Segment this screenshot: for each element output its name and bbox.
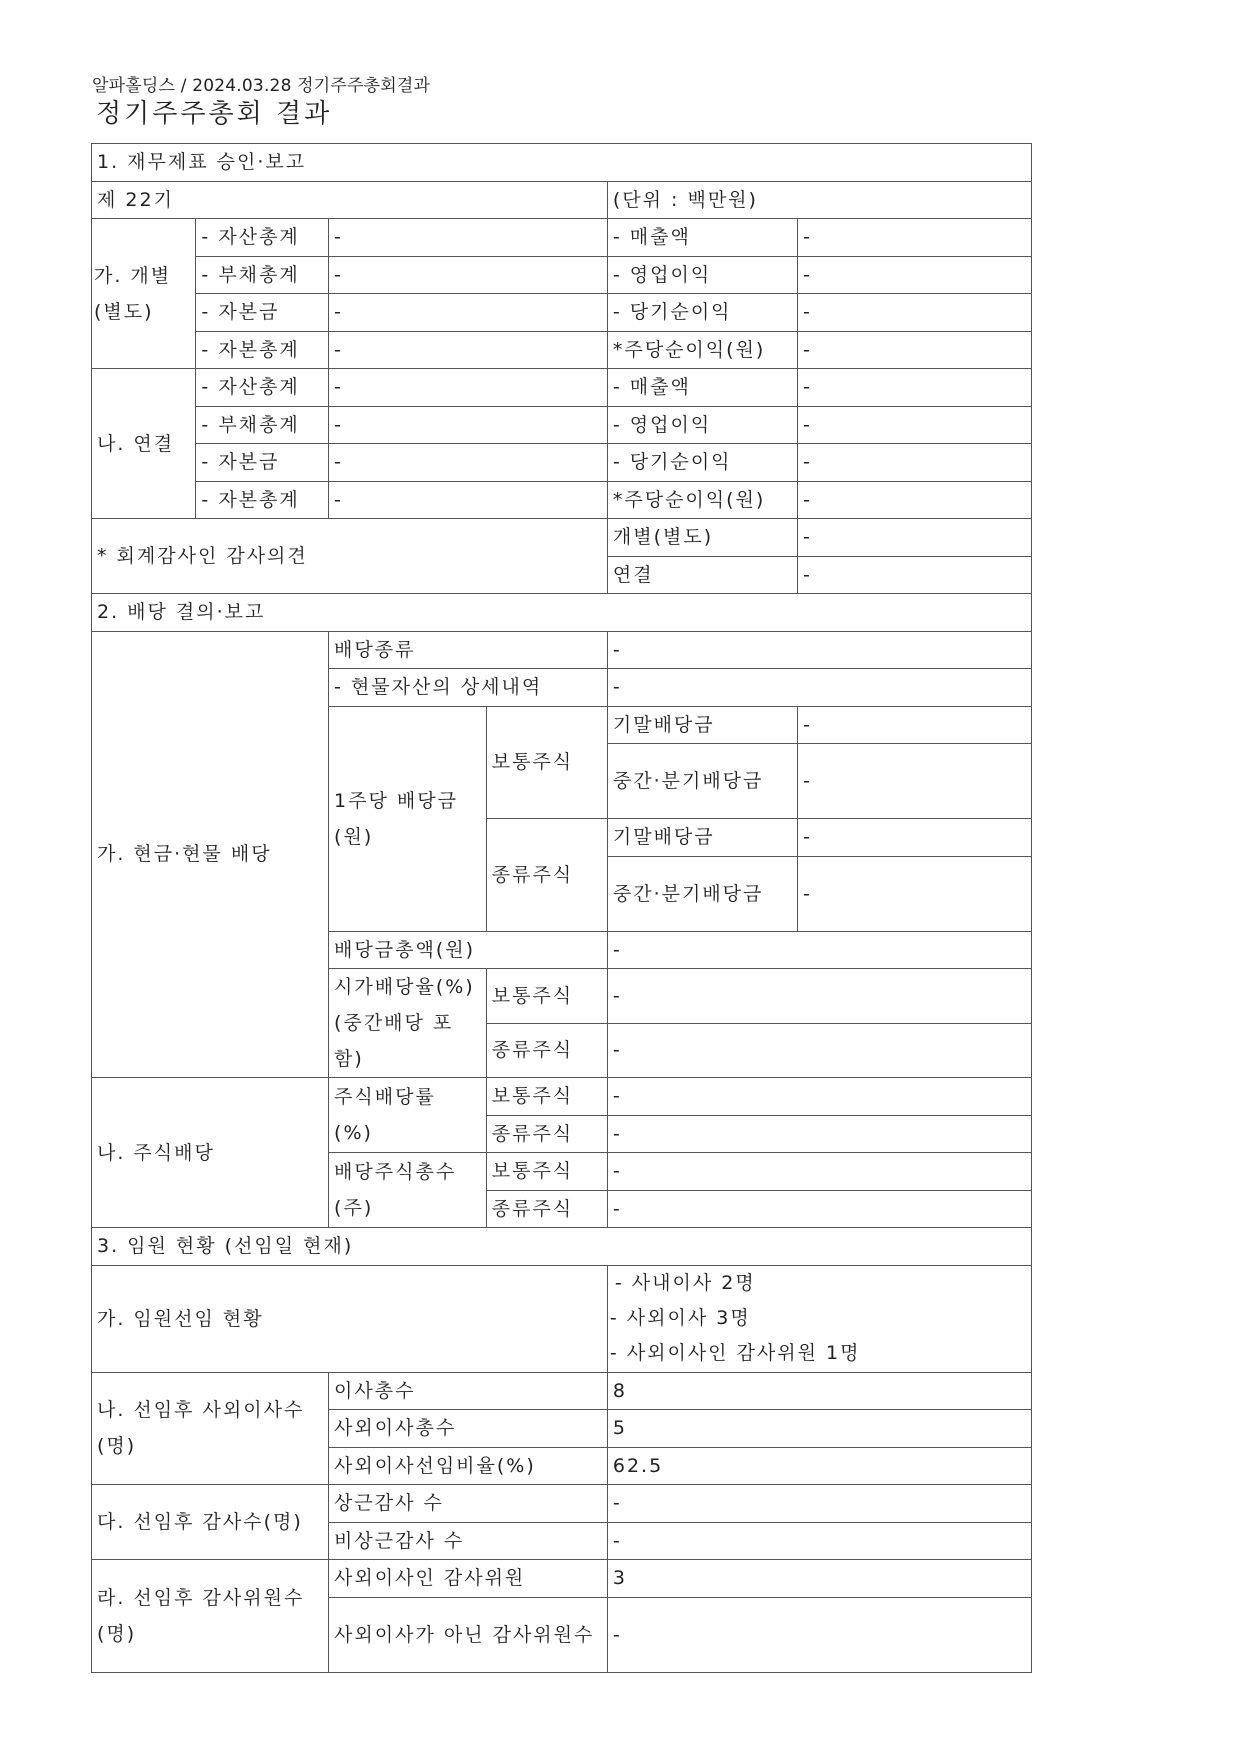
appointment-list (607, 1265, 1031, 1372)
is-value: - (797, 294, 1031, 332)
preferred-share-label: 종류주식 (486, 819, 607, 932)
stock-total-label: 배당주식총수(주) (329, 1153, 487, 1228)
section-heading-officers: 3. 임원 현황 (선임일 현재) (92, 1228, 1032, 1266)
committee-outside-label: 사외이사인 감사위원 (329, 1560, 608, 1598)
is-label: - 당기순이익 (607, 294, 797, 332)
committee-outside-value: 3 (607, 1560, 1031, 1598)
is-value: - (797, 219, 1031, 257)
bs-label: - 자본총계 (196, 331, 329, 369)
page-title: 정기주주총회 결과 (96, 99, 333, 129)
audit-sep-label: 개별(별도) (607, 519, 797, 557)
is-value: - (797, 256, 1031, 294)
preferred-share-label: 종류주식 (486, 1190, 607, 1228)
bs-value: - (329, 481, 608, 519)
appointment-line: - 사외이사인 감사위원 1명 (609, 1342, 861, 1364)
bs-label: - 자본금 (196, 444, 329, 482)
year-end-value: - (797, 819, 1031, 857)
is-value: - (797, 481, 1031, 519)
is-label: *주당순이익(원) (607, 331, 797, 369)
is-value: - (797, 369, 1031, 407)
yield-label: 시가배당율(%)(중간배당 포함) (329, 969, 487, 1078)
cash-dividend-label: 가. 현금·현물 배당 (92, 631, 329, 1078)
total-directors-value: 8 (607, 1372, 1031, 1410)
preferred-share-label: 종류주식 (486, 1115, 607, 1153)
stock-dividend-label: 나. 주식배당 (92, 1078, 329, 1228)
bs-value: - (329, 219, 608, 257)
total-dividend-value: - (607, 931, 1031, 969)
interim-label: 중간·분기배당금 (607, 744, 797, 819)
bs-value: - (329, 444, 608, 482)
outside-ratio-value: 62.5 (607, 1447, 1031, 1485)
bs-value: - (329, 369, 608, 407)
bs-value: - (329, 406, 608, 444)
common-share-label: 보통주식 (486, 706, 607, 819)
breadcrumb: 알파홀딩스 / 2024.03.28 정기주주총회결과 (92, 76, 431, 96)
is-label: - 당기순이익 (607, 444, 797, 482)
outside-director-label: 나. 선임후 사외이사수(명) (92, 1372, 329, 1485)
inkind-detail-value: - (607, 669, 1031, 707)
appointment-line: - 사외이사 3명 (609, 1307, 751, 1329)
interim-value: - (797, 744, 1031, 819)
bs-value: - (329, 294, 608, 332)
is-value: - (797, 444, 1031, 482)
section-heading-financials: 1. 재무제표 승인·보고 (92, 144, 1032, 182)
auditor-count-label: 다. 선임후 감사수(명) (92, 1485, 329, 1560)
stock-rate-common-value: - (607, 1078, 1031, 1116)
bs-label: - 자산총계 (196, 369, 329, 407)
fiscal-period: 제 22기 (92, 181, 608, 219)
year-end-label: 기말배당금 (607, 706, 797, 744)
section-heading-dividend: 2. 배당 결의·보고 (92, 594, 1032, 632)
is-value: - (797, 406, 1031, 444)
bs-label: - 자본총계 (196, 481, 329, 519)
bs-label: - 자산총계 (196, 219, 329, 257)
common-share-label: 보통주식 (486, 1078, 607, 1116)
is-label: *주당순이익(원) (607, 481, 797, 519)
outside-total-value: 5 (607, 1410, 1031, 1448)
preferred-share-label: 종류주식 (486, 1023, 607, 1078)
appointment-label: 가. 임원선임 현황 (92, 1265, 608, 1372)
stock-rate-preferred-value: - (607, 1115, 1031, 1153)
part-auditor-value: - (607, 1522, 1031, 1560)
committee-non-label: 사외이사가 아닌 감사위원수 (329, 1597, 608, 1672)
interim-value: - (797, 856, 1031, 931)
stock-total-preferred-value: - (607, 1190, 1031, 1228)
year-end-value: - (797, 706, 1031, 744)
outside-total-label: 사외이사총수 (329, 1410, 608, 1448)
inkind-detail-label: - 현물자산의 상세내역 (329, 669, 608, 707)
common-share-label: 보통주식 (486, 969, 607, 1024)
bs-value: - (329, 256, 608, 294)
unit-label: (단위 : 백만원) (607, 181, 1031, 219)
audit-opinion-label: * 회계감사인 감사의견 (92, 519, 608, 594)
total-dividend-label: 배당금총액(원) (329, 931, 608, 969)
div-type-label: 배당종류 (329, 631, 608, 669)
audit-sep-value: - (797, 519, 1031, 557)
is-label: - 매출액 (607, 219, 797, 257)
stock-total-common-value: - (607, 1153, 1031, 1191)
separate-label: 가. 개별 (별도) (92, 219, 196, 369)
part-auditor-label: 비상근감사 수 (329, 1522, 608, 1560)
bs-value: - (329, 331, 608, 369)
is-label: - 영업이익 (607, 406, 797, 444)
total-directors-label: 이사총수 (329, 1372, 608, 1410)
committee-count-label: 라. 선임후 감사위원수(명) (92, 1560, 329, 1673)
appointment-line: - 사내이사 2명 (614, 1272, 756, 1294)
year-end-label: 기말배당금 (607, 819, 797, 857)
yield-common-value: - (607, 969, 1031, 1024)
audit-con-value: - (797, 556, 1031, 594)
results-table (91, 143, 1032, 1673)
per-share-label: 1주당 배당금(원) (329, 706, 487, 931)
is-label: - 영업이익 (607, 256, 797, 294)
consolidated-label: 나. 연결 (92, 369, 196, 519)
committee-non-value: - (607, 1597, 1031, 1672)
audit-con-label: 연결 (607, 556, 797, 594)
full-auditor-value: - (607, 1485, 1031, 1523)
outside-ratio-label: 사외이사선임비율(%) (329, 1447, 608, 1485)
bs-label: - 부채총계 (196, 256, 329, 294)
interim-label: 중간·분기배당금 (607, 856, 797, 931)
full-auditor-label: 상근감사 수 (329, 1485, 608, 1523)
bs-label: - 부채총계 (196, 406, 329, 444)
bs-label: - 자본금 (196, 294, 329, 332)
is-value: - (797, 331, 1031, 369)
common-share-label: 보통주식 (486, 1153, 607, 1191)
is-label: - 매출액 (607, 369, 797, 407)
div-type-value: - (607, 631, 1031, 669)
stock-rate-label: 주식배당률 (%) (329, 1078, 487, 1153)
yield-preferred-value: - (607, 1023, 1031, 1078)
